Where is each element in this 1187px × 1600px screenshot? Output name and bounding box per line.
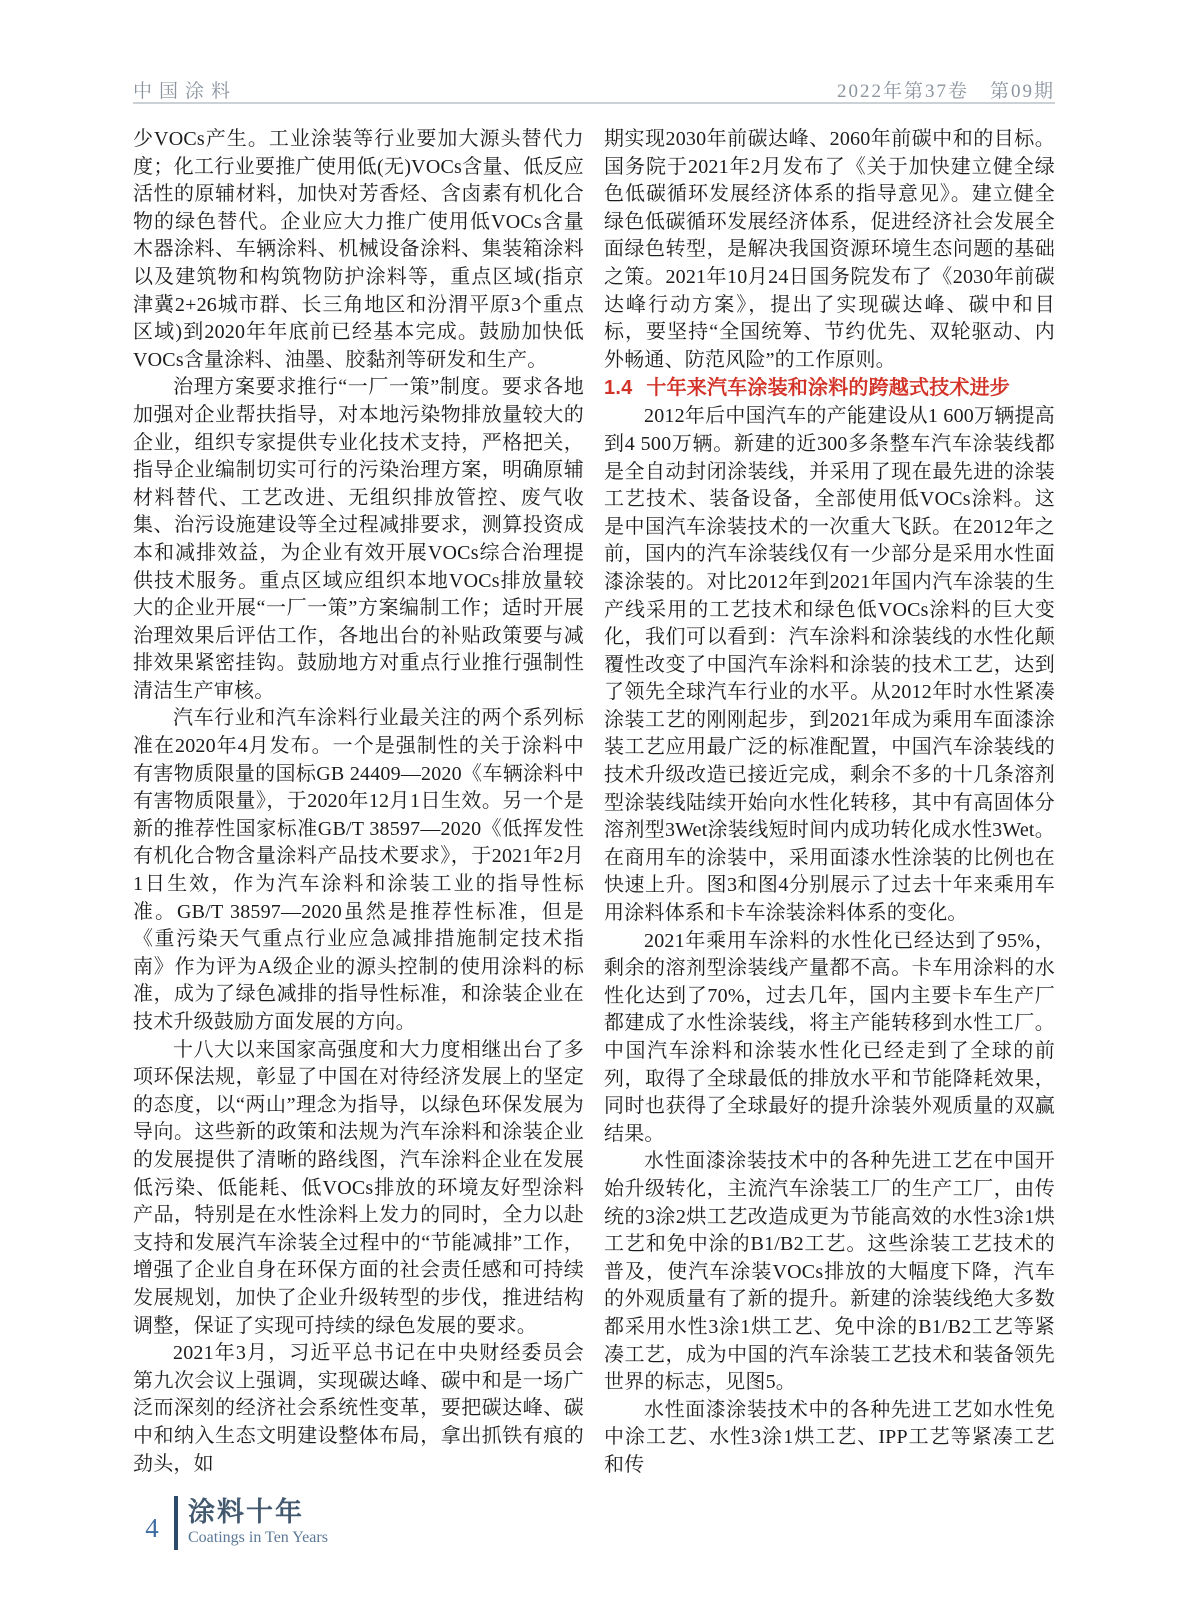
journal-title: 中国涂料 (133, 81, 238, 102)
section-title: 十年来汽车涂装和涂料的跨越式技术进步 (646, 377, 1011, 400)
page-header (133, 76, 1055, 103)
paragraph: 水性面漆涂装技术中的各种先进工艺如水性免中涂工艺、水性3涂1烘工艺、IPP工艺等紧凑工艺和传 (604, 1398, 1055, 1476)
right-column (604, 126, 1055, 1480)
paragraph: 2021年3月，习近平总书记在中央财经委员会第九次会议上强调，实现碳达峰、碳中和是一场广泛而深刻的经济社会系统性变革，要把碳达峰、碳中和纳入生态文明建设整体布局，拿出抓铁有痕的劲头，如 (133, 1342, 584, 1475)
paragraph: 期实现2030年前碳达峰、2060年前碳中和的目标。国务院于2021年2月发布了《关于加快建立健全绿色低碳循环发展经济体系的指导意见》。建立健全绿色低碳循环发展经济体系，促进经济社会发展全面绿色转型，是解决我国资源环境生态问题的基础之策。2021年10月24日国务院发布了《2030年前碳达峰行动方案》，提出了实现碳达峰、碳中和目标，要坚持“全国统筹、节约优先、双轮驱动、内外畅通、防范风险”的工作原则。 (604, 128, 1055, 371)
paragraph: 2021年乘用车涂料的水性化已经达到了95%，剩余的溶剂型涂装线产量都不高。卡车用涂料的水性化达到了70%，过去几年，国内主要卡车生产厂都建成了水性涂装线，将主产能转移到水性工厂。中国汽车涂料和涂装水性化已经走到了全球的前列，取得了全球最低的排放水平和节能降耗效果，同时也获得了全球最好的提升涂装外观质量的双赢结果。 (604, 929, 1055, 1145)
paragraph: 汽车行业和汽车涂料行业最关注的两个系列标准在2020年4月发布。一个是强制性的关于涂料中有害物质限量的国标GB 24409—2020《车辆涂料中有害物质限量》，于2020年12月1日生效。另一个是新的推荐性国家标准GB/T 38597—2020《低挥发性有机化合物含量涂料产品技术要求》，于2021年2月1日生效，作为汽车涂料和涂装工业的指导性标准。GB/T 38597—2020虽然是推荐性标准，但是《重污染天气重点行业应急减排措施制定技术指南》作为评为A级企业的源头控制的使用涂料的标准，成为了绿色减排的指导性标准，和涂装企业在技术升级鼓励方面发展的方向。 (133, 707, 584, 1033)
series-title: 涂料十年 (188, 1497, 304, 1527)
series-block (188, 1497, 328, 1549)
paragraph: 少VOCs产生。工业涂装等行业要加大源头替代力度；化工行业要推广使用低(无)VOCs含量、低反应活性的原辅材料，加快对芳香烃、含卤素有机化合物的绿色替代。企业应大力推广使用低VOCs含量木器涂料、车辆涂料、机械设备涂料、集装箱涂料以及建筑物和构筑物防护涂料等，重点区域(指京津冀2+26城市群、长三角地区和汾渭平原3个重点区域)到2020年年底前已经基本完成。鼓励加快低VOCs含量涂料、油墨、胶黏剂等研发和生产。 (133, 128, 584, 371)
section-heading (604, 374, 1055, 403)
paragraph: 2012年后中国汽车的产能建设从1 600万辆提高到4 500万辆。新建的近300多条整车汽车涂装线都是全自动封闭涂装线，并采用了现在最先进的涂装工艺技术、装备设备，全部使用低VOCs涂料。这是中国汽车涂装技术的一次重大飞跃。在2012年之前，国内的汽车涂装线仅有一少部分是采用水性面漆涂装的。对比2012年到2021年国内汽车涂装的生产线采用的工艺技术和绿色低VOCs涂料的巨大变化，我们可以看到：汽车涂料和涂装线的水性化颠覆性改变了中国汽车涂料和涂装的技术工艺，达到了领先全球汽车行业的水平。从2012年时水性紧凑涂装工艺的刚刚起步，到2021年成为乘用车面漆涂装工艺应用最广泛的标准配置，中国汽车涂装线的技术升级改造已接近完成，剩余不多的十几条溶剂型涂装线陆续开始向水性化转移，其中有高固体分溶剂型3Wet涂装线短时间内成功转化成水性3Wet。在商用车的涂装中，采用面漆水性涂装的比例也在快速上升。图3和图4分别展示了过去十年来乘用车用涂料体系和卡车涂装涂料体系的变化。 (604, 405, 1055, 925)
paragraph: 十八大以来国家高强度和大力度相继出台了多项环保法规，彰显了中国在对待经济发展上的坚定的态度，以“两山”理念为指导，以绿色环保发展为导向。这些新的政策和法规为汽车涂料和涂装企业的发展提供了清晰的路线图，汽车涂料企业在发展低污染、低能耗、低VOCs排放的环境友好型涂料产品，特别是在水性涂料上发力的同时，全力以赴支持和发展汽车涂装全过程中的“节能减排”工作，增强了企业自身在环保方面的社会责任感和可持续发展规划，加快了企业升级转型的步伐，推进结构调整，保证了实现可持续的绿色发展的要求。 (133, 1038, 584, 1337)
page-number: 4 (145, 1512, 159, 1543)
section-number: 1.4 (604, 377, 633, 400)
article-body (133, 126, 1055, 1480)
footer-divider-bar (174, 1496, 178, 1550)
page-footer (138, 1496, 328, 1550)
header-rule (133, 102, 1055, 104)
paragraph: 治理方案要求推行“一厂一策”制度。要求各地加强对企业帮扶指导，对本地污染物排放量较大的企业，组织专家提供专业化技术支持，严格把关，指导企业编制切实可行的污染治理方案，明确原辅材料替代、工艺改进、无组织排放管控、废气收集、治污设施建设等全过程减排要求，测算投资成本和减排效益，为企业有效开展VOCs综合治理提供技术服务。重点区域应组织本地VOCs排放量较大的企业开展“一厂一策”方案编制工作；适时开展治理效果后评估工作，各地出台的补贴政策要与减排效果紧密挂钩。鼓励地方对重点行业推行强制性清洁生产审核。 (133, 376, 584, 702)
series-subtitle: Coatings in Ten Years (188, 1529, 328, 1546)
paragraph: 水性面漆涂装技术中的各种先进工艺在中国开始升级转化，主流汽车涂装工厂的生产工厂，由传统的3涂2烘工艺改造成更为节能高效的水性3涂1烘工艺和免中涂的B1/B2工艺。这些涂装工艺技术的普及，使汽车涂装VOCs排放的大幅度下降，汽车的外观质量有了新的提升。新建的涂装线绝大多数都采用水性3涂1烘工艺、免中涂的B1/B2工艺等紧凑工艺，成为中国的汽车涂装工艺技术和装备领先世界的标志，见图5。 (604, 1150, 1055, 1394)
issue-info: 2022年第37卷 第09期 (836, 81, 1055, 102)
left-column (133, 126, 584, 1480)
